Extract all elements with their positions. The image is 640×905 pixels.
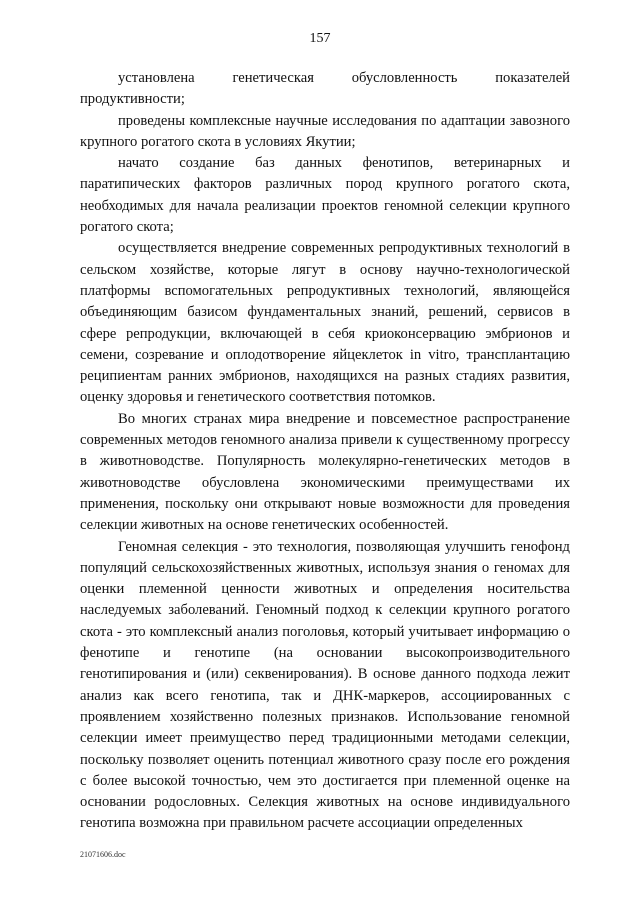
body-text <box>80 68 570 835</box>
paragraph-genomic-analysis-progress: Во многих странах мира внедрение и повсеместное распространение современных методов геномного анализа привели к существенному прогрессу в животноводстве. Популярность молекулярно-генетических методов в животноводстве обусловлена экономическими преимуществами их применения, поскольку они открывают новые возможности для проведения селекции животных на основе генетических особенностей. <box>80 410 570 534</box>
paragraph-adaptation-research: проведены комплексные научные исследования по адаптации завозного крупного рогатого скота в условиях Якутии; <box>80 112 570 150</box>
paragraph-productivity: установлена генетическая обусловленность показателей продуктивности; <box>80 70 570 108</box>
paragraph-database-creation: начато создание баз данных фенотипов, ветеринарных и паратипических факторов различных пород крупного рогатого скота, необходимых для начала реализации проектов геномной селекции крупного рогатого скота; <box>80 155 570 236</box>
paragraph-reproductive-technologies: осуществляется внедрение современных репродуктивных технологий в сельском хозяйстве, которые лягут в основу научно-технологической платформы вспомогательных репродуктивных технологий, являющейся объединяющим базисом фундаментальных знаний, решений, сервисов в сфере репродукции, включающей в себя криоконсервацию эмбрионов и семени, созревание и оплодотворение яйцеклеток in vitro, трансплантацию реципиентам ранних эмбрионов, находящихся на разных стадиях развития, оценку здоровья и генетического соответствия потомков. <box>80 240 570 406</box>
footer-filename: 21071606.doc <box>80 850 126 859</box>
paragraph-genomic-selection: Геномная селекция - это технология, позволяющая улучшить генофонд популяций сельскохозяйственных животных, используя знания о геномах для оценки племенной ценности животных и определения носительства наследуемых заболеваний. Геномный подход к селекции крупного рогатого скота - это комплексный анализ поголовья, который учитывает информацию о фенотипе и генотипе (на основании высокопроизводительного генотипирования и (или) секвенирования). В основе данного подхода лежит анализ как всего генотипа, так и ДНК-маркеров, ассоциированных с проявлением хозяйственно полезных признаков. Использование геномной селекции имеет преимущество перед традиционными методами селекции, поскольку позволяет оценить потенциал животного сразу после его рождения с более высокой точностью, чем это достигается при племенной оценке на основании родословных. Селекция животных на основе индивидуального генотипа возможна при правильном расчете ассоциации определенных <box>80 538 570 832</box>
page-number: 157 <box>309 31 331 46</box>
